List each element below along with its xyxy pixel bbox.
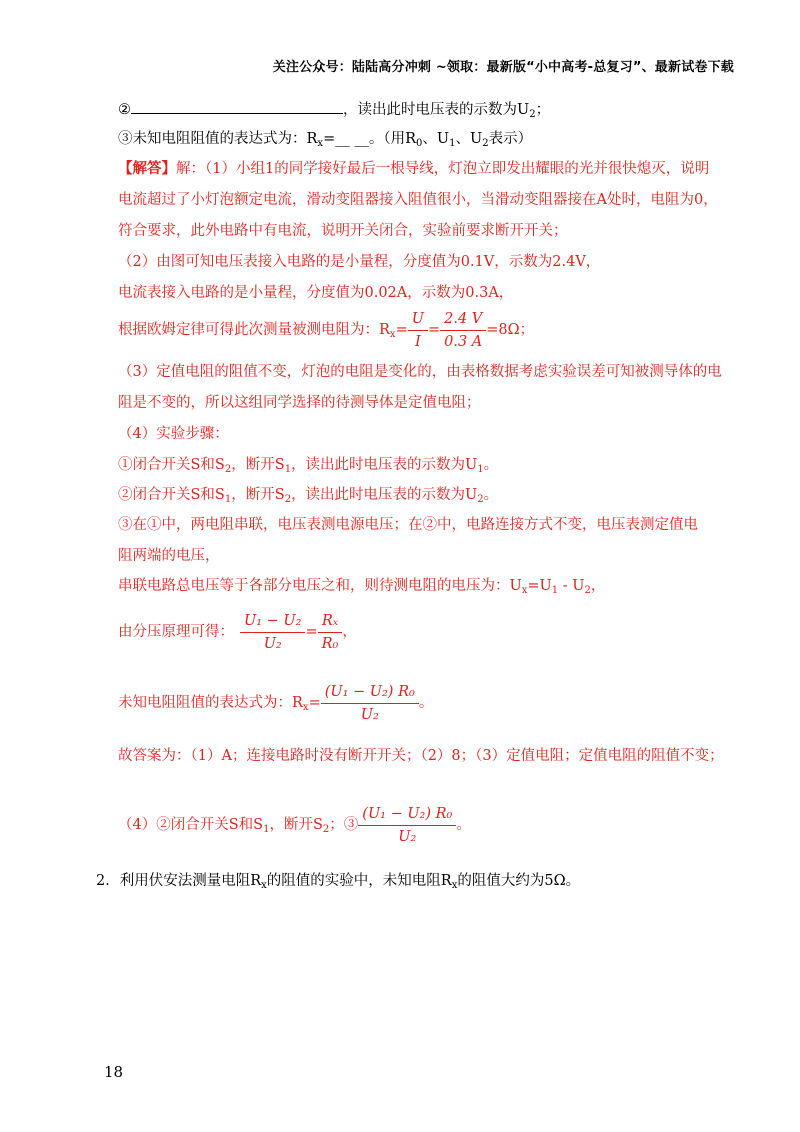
equals: = [305,624,318,640]
denominator: U₂ [263,635,282,652]
subscript: 1 [477,464,484,475]
numerator: 2.4 V [440,308,486,331]
fraction-final-expression [358,803,456,848]
answer-para-4: （4）实验步骤： [118,426,229,442]
fraction-voltage-over-current [440,308,486,353]
answer-text: - U [558,578,585,594]
answer-step-1 [118,455,498,475]
subscript: 2 [584,585,591,596]
subscript: x [261,880,267,891]
subscript: x [317,138,324,149]
punct: 。 [418,695,434,711]
equals: = [395,322,408,338]
answer-ohm-formula [118,306,534,354]
answer-text: 串联电路总电压等于各部分电压之和，则待测电阻的电压为：U [118,578,522,594]
question-step-3 [118,129,532,149]
subscript: 2 [477,494,484,505]
answer-para-1c: 符合要求，此外电路中有电流，说明开关闭合，实验前要求断开开关； [118,223,568,239]
denominator: U₂ [360,706,379,723]
subscript: 2 [529,109,536,120]
answer-para-2b: 电流表接入电路的是小量程，分度值为0.02A，示数为0.3A， [118,285,514,301]
equals: = [308,695,321,711]
denominator: U₂ [398,828,417,845]
fraction-rx-expression [321,681,419,726]
step-number: ② [118,102,131,118]
answer-text: ，断开S [231,487,285,503]
answer-step-3a: ③在①中，两电阻串联，电压表测电源电压；在②中，电路连接方式不变，电压表测定值电 [118,517,698,533]
step-text: =__ __。（用R [323,131,416,147]
answer-text: 根据欧姆定律可得此次测量被测电阻为：R [118,322,390,338]
denominator: R₀ [321,635,339,652]
answer-text: （4）②闭合开关S和S [118,817,264,833]
subscript: 2 [322,824,330,835]
denominator: I [414,333,421,350]
answer-text: =U [527,578,552,594]
answer-text: ，读出此时电压表的示数为U [291,457,478,473]
answer-text: ，断开S [231,457,285,473]
step-text: 、U [455,131,483,147]
subscript: 2 [224,464,232,475]
answer-para-1b: 电流超过了小灯泡额定电流，滑动变阻器接入阻值很小，当滑动变阻器接在A处时，电阻为0， [118,192,718,208]
fraction-voltage-ratio [240,610,305,655]
subscript: 1 [263,824,270,835]
punct: 。 [456,817,471,833]
answer-para-2a: （2）由图可知电压表接入电路的是小量程，分度值为0.1V，示数为2.4V， [118,254,601,270]
final-answer-line-2 [118,800,471,850]
punct: ； [535,102,551,118]
numerator: (U₁ − U₂) R₀ [358,803,456,826]
numerator: Rₓ [318,610,343,633]
answer-step-3c [118,576,605,596]
page-header: 关注公众号：陆陆高分冲刺 ~领取：最新版“小中高考-总复习”、最新试卷下载 [272,60,734,75]
answer-blank [131,99,343,114]
answer-step-2 [118,485,498,505]
answer-para-3b: 阻是不变的，所以这组同学选择的待测导体是定值电阻； [118,395,481,411]
answer-text: =8Ω； [486,322,535,338]
final-answer-line-1: 故答案为：（1）A；连接电路时没有断开开关；（2）8；（3）定值电阻；定值电阻的阻值不变； [118,748,724,764]
answer-divider-formula [118,607,357,657]
punct: ， [342,624,357,640]
answer-step-3b: 阻两端的电压， [118,548,220,564]
denominator: 0.3 A [444,333,483,350]
question-step-2 [118,99,550,120]
answer-expression-formula [118,678,433,728]
answer-text: 未知电阻阻值的表达式为：R [118,695,303,711]
answer-para-1a [118,159,709,179]
subscript: 1 [449,138,456,149]
answer-text: 解：（1）小组1的同学接好最后一根导线，灯泡立即发出耀眼的光并很快熄灭，说明 [176,161,710,177]
page-number: 18 [104,1063,124,1081]
punct: 。 [483,457,499,473]
subscript: x [302,702,309,713]
equals: = [427,322,441,338]
question-2 [96,871,580,891]
question-text: 的阻值大约为5Ω。 [457,873,581,889]
punct: ， [590,578,606,594]
numerator: U [408,308,428,331]
question-text: 2．利用伏安法测量电阻R [96,873,262,889]
answer-text: ；③ [329,817,359,833]
subscript: 2 [482,138,489,149]
subscript: 2 [284,494,292,505]
answer-text: ，断开S [269,817,323,833]
subscript: 1 [284,464,292,475]
fraction-u-over-i [408,308,428,353]
step-text: 、U [422,131,450,147]
fraction-resistance-ratio [318,610,343,655]
subscript: x [389,329,396,340]
numerator: U₁ − U₂ [240,610,305,633]
answer-para-3a: （3）定值电阻的阻值不变，灯泡的电阻是变化的，由表格数据考虑实验误差可知被测导体的电 [118,364,722,380]
numerator: (U₁ − U₂) R₀ [321,681,419,704]
step-text: ，读出此时电压表的示数为U [343,102,530,118]
answer-text: ①闭合开关S和S [118,457,225,473]
answer-text: 由分压原理可得： [118,624,234,640]
step-text: 表示） [488,131,533,147]
question-text: 的阻值的实验中，未知电阻R [266,873,452,889]
subscript: x [451,880,458,891]
answer-text: ，读出此时电压表的示数为U [291,487,478,503]
punct: 。 [483,487,499,503]
answer-tag: 【解答】 [118,160,176,177]
subscript: 1 [224,494,232,505]
step-text: ③未知电阻阻值的表达式为：R [118,131,318,147]
subscript: 1 [551,585,559,596]
subscript: 0 [416,138,423,149]
answer-text: ②闭合开关S和S [118,487,225,503]
subscript: x [521,585,528,596]
